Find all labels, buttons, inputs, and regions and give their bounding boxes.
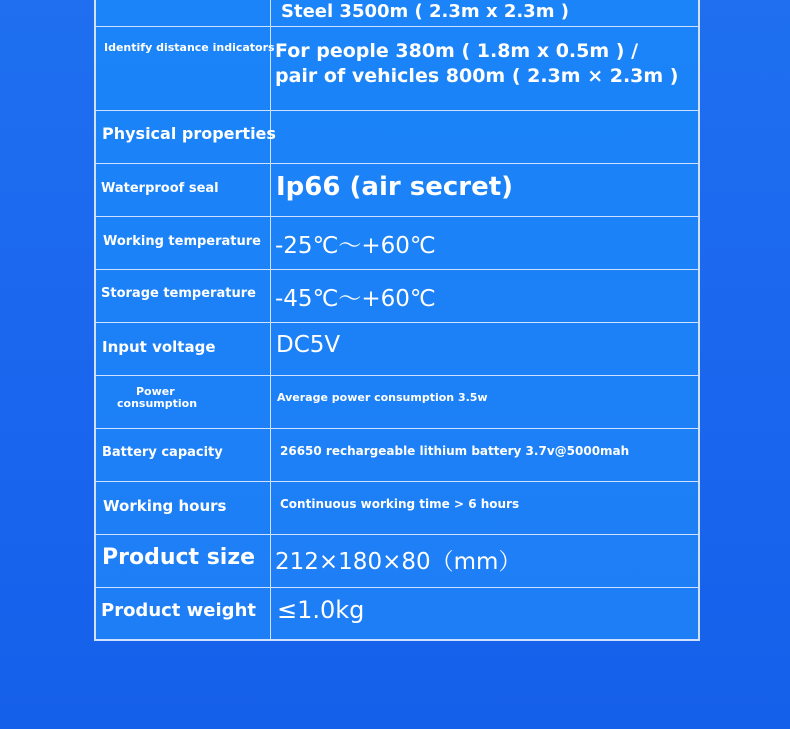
spec-value-cell xyxy=(271,588,698,639)
spec-value-working-hours: Continuous working time > 6 hours xyxy=(280,497,520,511)
spec-value-cell xyxy=(271,429,698,481)
spec-row-power-consumption xyxy=(96,376,698,429)
spec-value-cell xyxy=(271,482,698,534)
spec-label-cell xyxy=(96,270,271,322)
spec-value-cell xyxy=(271,27,698,110)
spec-label-cell xyxy=(96,0,271,26)
spec-label-cell xyxy=(96,482,271,534)
spec-label-cell xyxy=(96,429,271,481)
spec-label-waterproof-seal: Waterproof seal xyxy=(101,181,219,196)
spec-label-cell xyxy=(96,535,271,587)
spec-label-cell xyxy=(96,376,271,428)
spec-label-working-hours: Working hours xyxy=(103,497,227,515)
spec-value-product-weight: ≤1.0kg xyxy=(277,596,365,624)
spec-row-battery-capacity xyxy=(96,429,698,482)
spec-label-power-line1: Power xyxy=(136,385,175,398)
spec-row-input-voltage xyxy=(96,323,698,376)
spec-value-identify-distance-line2: pair of vehicles 800m ( 2.3m × 2.3m ) xyxy=(275,65,679,87)
spec-row-waterproof-seal xyxy=(96,164,698,217)
spec-label-cell xyxy=(96,164,271,216)
spec-value-input-voltage: DC5V xyxy=(276,332,341,358)
spec-value-cell xyxy=(271,376,698,428)
spec-label-power-line2: consumption xyxy=(117,397,198,410)
spec-label-identify-distance: Identify distance indicators xyxy=(104,41,275,54)
spec-value-cell xyxy=(271,111,698,163)
spec-row-working-temperature xyxy=(96,217,698,270)
spec-label-cell xyxy=(96,27,275,110)
spec-value-storage-temperature: -45℃～+60℃ xyxy=(275,286,436,312)
spec-value-range: Steel 3500m ( 2.3m x 2.3m ) xyxy=(281,1,569,22)
spec-row-identify-distance xyxy=(96,27,698,111)
spec-row-range xyxy=(96,0,698,27)
spec-label-input-voltage: Input voltage xyxy=(102,338,216,356)
spec-label-cell xyxy=(96,217,271,269)
spec-row-storage-temperature xyxy=(96,270,698,323)
spec-table xyxy=(94,0,700,641)
spec-value-cell xyxy=(271,323,698,375)
spec-label-cell xyxy=(96,588,271,639)
spec-value-waterproof-seal: Ip66 (air secret) xyxy=(276,172,514,202)
spec-label-battery-capacity: Battery capacity xyxy=(102,445,223,460)
spec-value-working-temperature: -25℃～+60℃ xyxy=(275,233,436,259)
spec-row-working-hours xyxy=(96,482,698,535)
spec-row-physical-properties xyxy=(96,111,698,164)
spec-label-product-weight: Product weight xyxy=(101,600,256,621)
spec-value-product-size: 212×180×80（mm） xyxy=(275,549,522,575)
spec-value-power-consumption: Average power consumption 3.5w xyxy=(277,391,488,404)
spec-value-cell xyxy=(271,217,698,269)
spec-value-identify-distance-line1: For people 380m ( 1.8m x 0.5m ) / xyxy=(275,40,639,62)
spec-label-physical-properties: Physical properties xyxy=(102,124,276,143)
spec-value-cell xyxy=(271,0,698,26)
spec-label-cell xyxy=(96,111,276,163)
spec-value-battery-capacity: 26650 rechargeable lithium battery 3.7v@5000mah xyxy=(280,444,630,458)
spec-label-working-temperature: Working temperature xyxy=(103,234,261,249)
spec-row-product-weight xyxy=(96,588,698,639)
spec-value-cell xyxy=(271,164,698,216)
spec-label-storage-temperature: Storage temperature xyxy=(101,286,256,301)
spec-label-cell xyxy=(96,323,271,375)
spec-value-cell xyxy=(271,535,698,587)
spec-value-cell xyxy=(271,270,698,322)
spec-row-product-size xyxy=(96,535,698,588)
spec-label-product-size: Product size xyxy=(102,545,256,570)
